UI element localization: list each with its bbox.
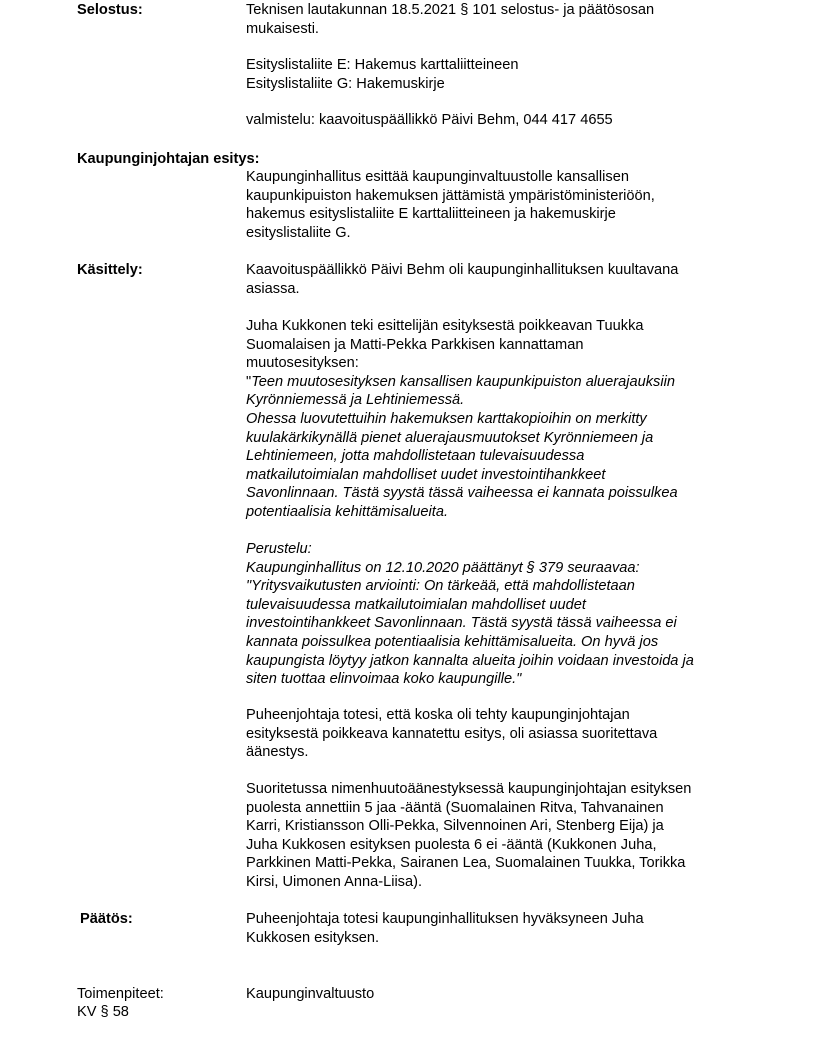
perustelu-line: "Yritysvaikutusten arviointi: On tärkeää, että mahdollistetaan — [246, 578, 635, 595]
perustelu-line: kannata poissulkea potentiaalisia kehittämisalueita. On hyvä jos — [246, 633, 659, 650]
preparer-line: valmistelu: kaavoituspäällikkö Päivi Behm, 044 417 4655 — [246, 112, 613, 128]
chair-line: Puheenjohtaja totesi, että koska oli tehty kaupunginjohtajan — [246, 707, 630, 723]
kasittely-line: asiassa. — [246, 280, 300, 297]
kasittely-line: Kaavoituspäällikkö Päivi Behm oli kaupunginhallituksen kuultavana — [246, 262, 679, 278]
paatos-line: Kukkosen esityksen. — [246, 929, 380, 946]
esitys-line: Kaupunginhallitus esittää kaupunginvaltuustolle kansallisen — [246, 169, 629, 185]
quote-line: Ohessa luovutettuihin hakemuksen karttakopioihin on merkitty — [246, 410, 647, 427]
kv-reference: KV § 58 — [77, 1004, 129, 1020]
perustelu-line: investointihankkeet Savonlinnaan. Tästä syystä tässä vaiheessa ei — [246, 615, 677, 632]
perustelu-paragraph — [246, 540, 756, 689]
vote-paragraph — [246, 780, 756, 892]
toimenpiteet-value: Kaupunginvaltuusto — [246, 986, 375, 1002]
section-label-selostus: Selostus: — [77, 2, 143, 18]
motion-quote-first-line — [246, 373, 756, 392]
selostus-paragraph — [246, 1, 756, 38]
vote-line: Kirsi, Uimonen Anna-Liisa). — [246, 873, 423, 890]
toimenpiteet-label-block — [77, 985, 164, 1021]
section-label-toimenpiteet: Toimenpiteet: — [77, 986, 164, 1002]
quote-line: matkailutoimialan mahdolliset uudet investointihankkeet — [246, 466, 606, 483]
paatos-line: Puheenjohtaja totesi kaupunginhallituksen hyväksyneen Juha — [246, 911, 644, 927]
section-label-esitys: Kaupunginjohtajan esitys: — [77, 151, 260, 167]
motion-line: Juha Kukkonen teki esittelijän esityksestä poikkeavan Tuukka — [246, 318, 644, 334]
attachment-g: Esityslistaliite G: Hakemuskirje — [246, 75, 445, 92]
quote-line: potentiaalisia kehittämisalueita. — [246, 503, 448, 520]
perustelu-line: Perustelu: — [246, 541, 312, 557]
vote-line: Parkkinen Matti-Pekka, Sairanen Lea, Suomalainen Tuukka, Torikka — [246, 855, 686, 872]
vote-line: Karri, Kristiansson Olli-Pekka, Silvennoinen Ari, Stenberg Eija) ja — [246, 818, 664, 835]
perustelu-line: kaupungista löytyy jatkon kannalta alueita joihin voidaan investoida ja — [246, 652, 694, 669]
esitys-line: hakemus esityslistaliite E karttaliitteineen ja hakemuskirje — [246, 206, 616, 223]
esitys-line: esityslistaliite G. — [246, 224, 351, 241]
quote-text: Teen muutosesityksen kansallisen kaupunkipuiston aluerajauksiin — [251, 373, 675, 390]
quote-line: Savonlinnaan. Tästä syystä tässä vaiheessa ei kannata poissulkea — [246, 485, 678, 502]
kasittely-intro — [246, 261, 756, 298]
quote-line: Lehtiniemeen, jotta mahdollistetaan tulevaisuudessa — [246, 448, 585, 465]
esitys-line: kaupunkipuiston hakemuksen jättämistä ympäristöministeriöön, — [246, 187, 655, 204]
motion-line: Suomalaisen ja Matti-Pekka Parkkisen kannattaman — [246, 336, 584, 353]
quote-line: Kyrönniemessä ja Lehtiniemessä. — [246, 392, 465, 409]
vote-line: Suoritetussa nimenhuutoäänestyksessä kaupunginjohtajan esityksen — [246, 781, 692, 797]
quote-line: kuulakärkikynällä pienet aluerajausmuutokset Kyrönniemeen ja — [246, 429, 654, 446]
perustelu-line: siten tuottaa elinvoimaa koko kaupungille." — [246, 671, 522, 688]
attachments-list — [246, 56, 756, 93]
attachment-e: Esityslistaliite E: Hakemus karttaliitteineen — [246, 57, 519, 73]
selostus-line: mukaisesti. — [246, 20, 319, 37]
vote-line: puolesta annettiin 5 jaa -ääntä (Suomalainen Ritva, Tahvanainen — [246, 799, 664, 816]
quote-mark: " — [246, 373, 252, 390]
vote-line: Juha Kukkosen esityksen puolesta 6 ei -ääntä (Kukkonen Juha, — [246, 836, 657, 853]
chair-line: esityksestä poikkeava kannatettu esitys, oli asiassa suoritettava — [246, 725, 658, 742]
motion-paragraph — [246, 317, 756, 522]
section-label-kasittely: Käsittely: — [77, 262, 143, 278]
section-label-paatos: Päätös: — [80, 911, 133, 927]
chair-paragraph — [246, 706, 756, 762]
perustelu-line: tulevaisuudessa matkailutoimialan mahdolliset uudet — [246, 596, 586, 613]
chair-line: äänestys. — [246, 744, 309, 761]
paatos-paragraph — [246, 910, 756, 947]
selostus-line: Teknisen lautakunnan 18.5.2021 § 101 selostus- ja päätösosan — [246, 2, 655, 18]
esitys-paragraph — [246, 168, 756, 242]
perustelu-line: Kaupunginhallitus on 12.10.2020 päättänyt § 379 seuraavaa: — [246, 559, 640, 576]
motion-line: muutosesityksen: — [246, 355, 359, 372]
